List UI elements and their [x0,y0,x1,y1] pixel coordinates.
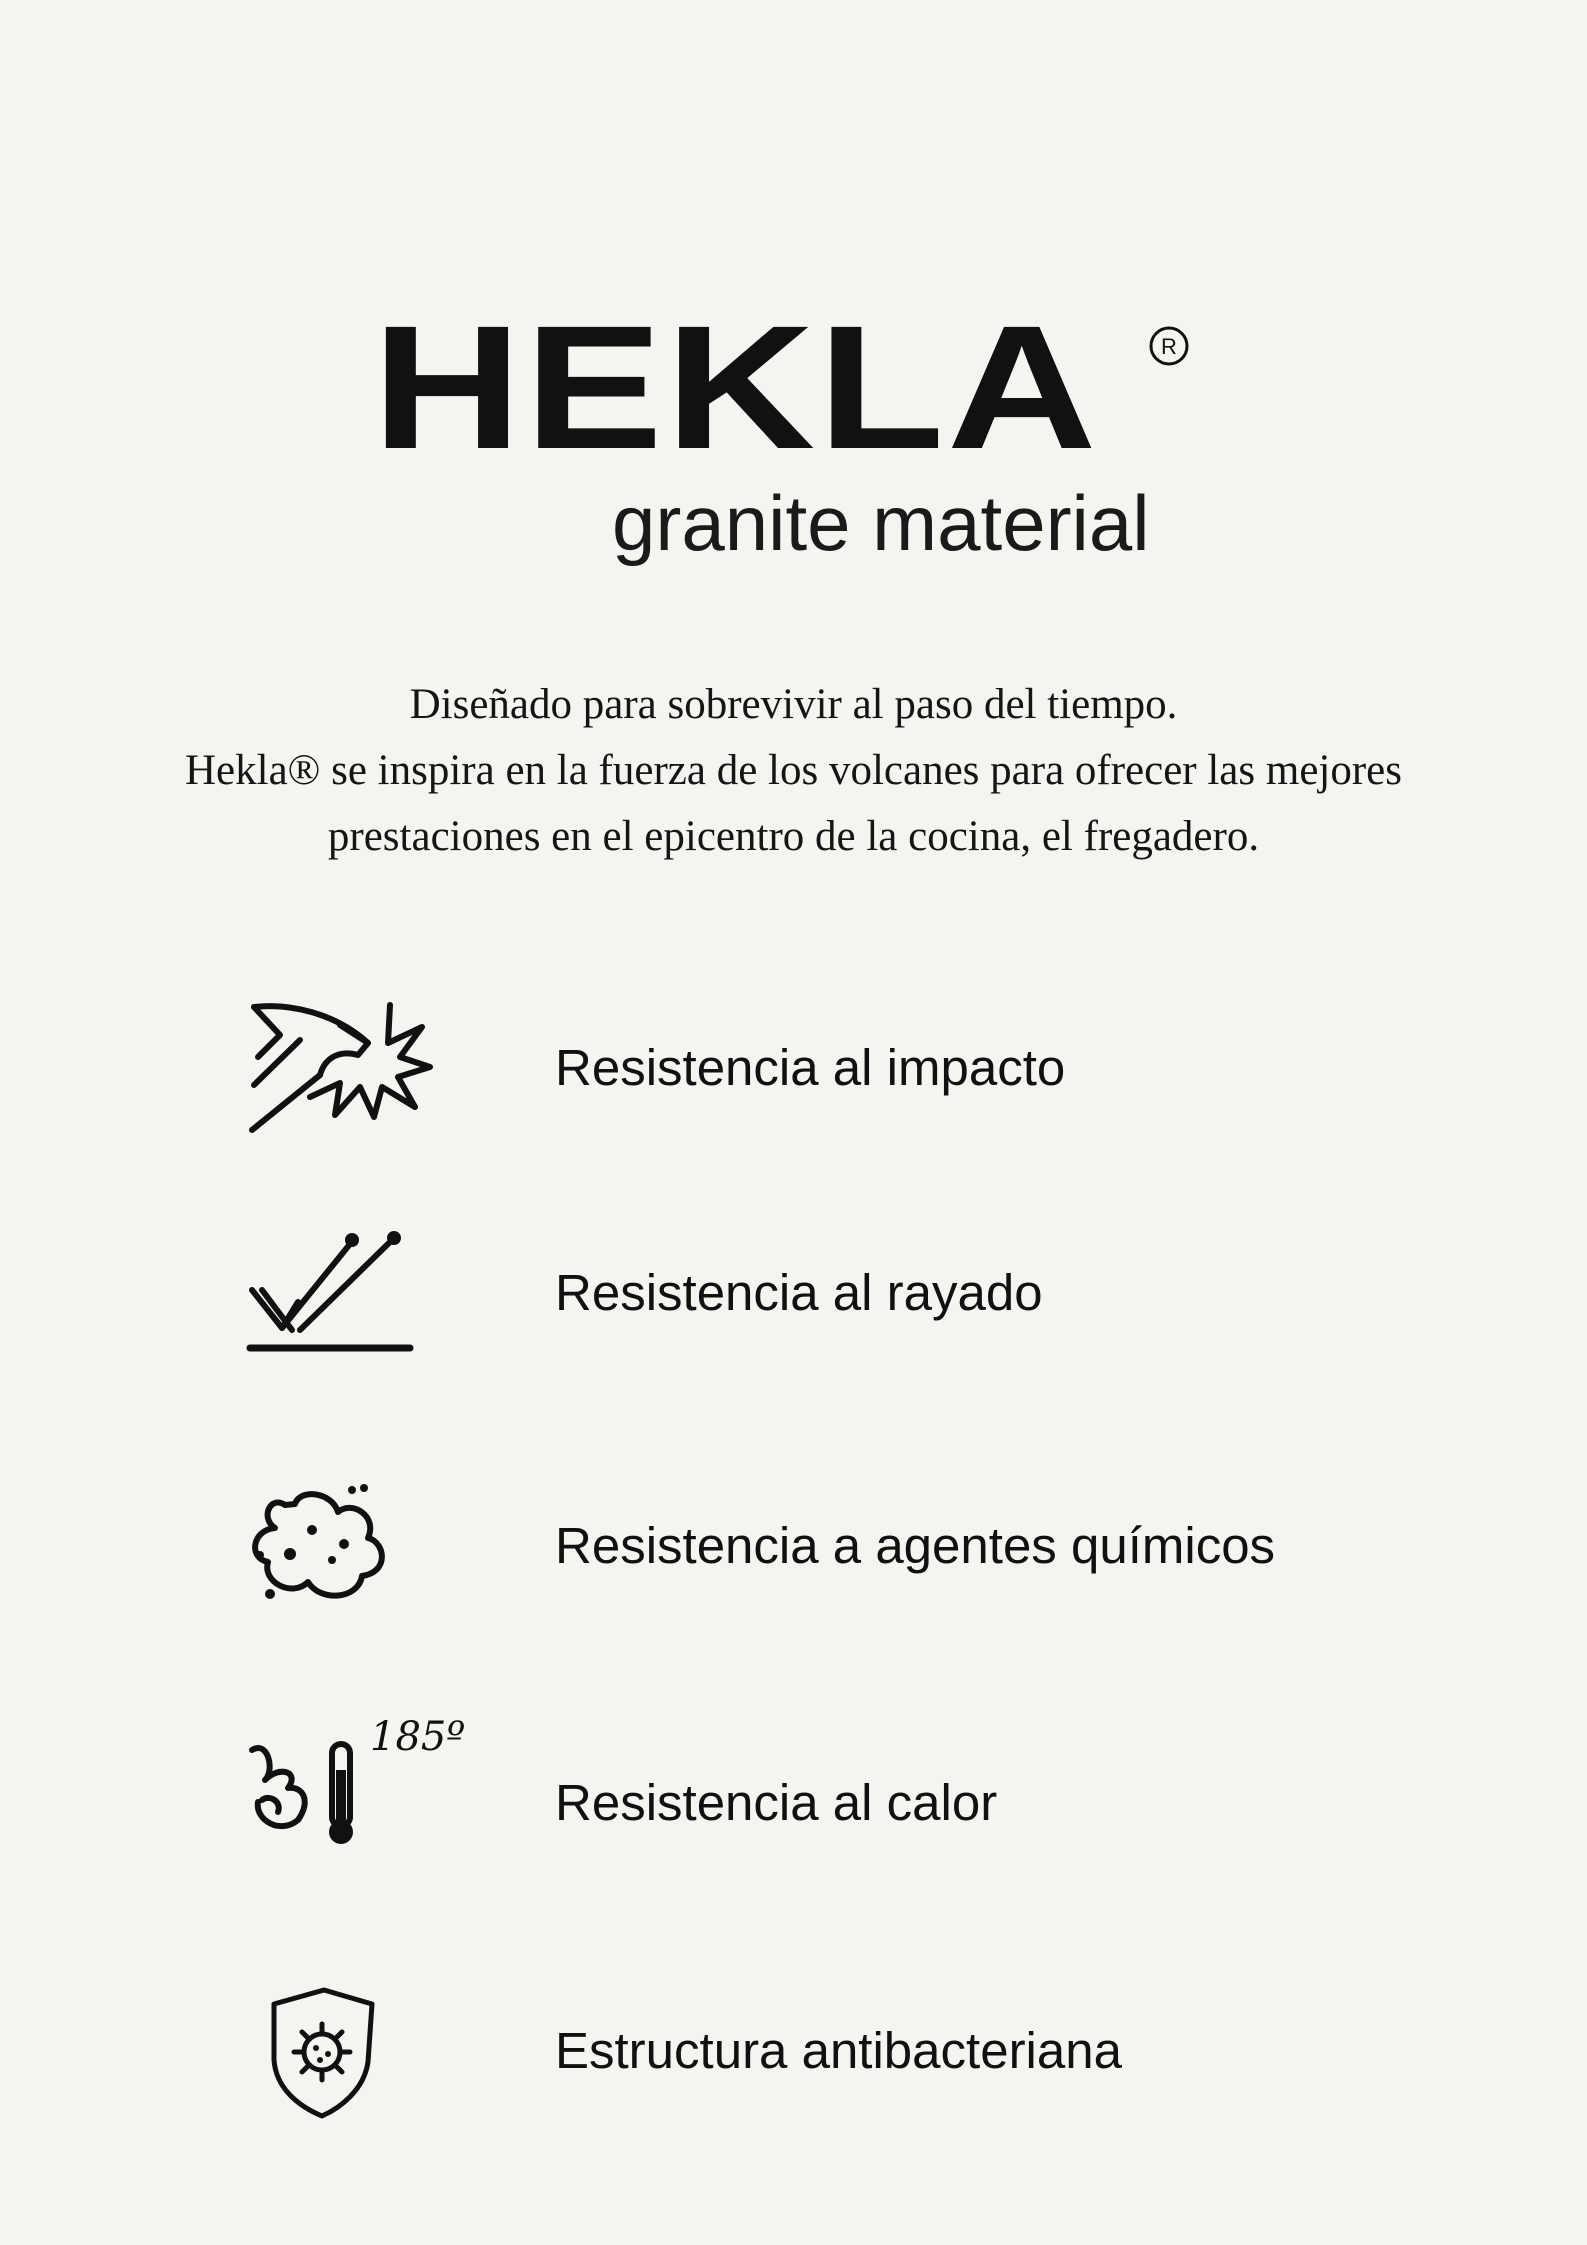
brand-name: HEKLA [372,290,1100,486]
svg-text:R: R [1161,334,1177,359]
brand-tagline: granite material [612,479,1150,567]
feature-label: Resistencia a agentes químicos [555,1517,1276,1574]
chemical-icon [240,1470,500,1620]
intro-line-3: prestaciones en el epicentro de la cocina, el fregadero. [327,813,1260,860]
feature-chemical [0,1470,1587,1630]
antibacterial-shield-icon [240,1980,500,2130]
feature-label: Resistencia al rayado [555,1264,1043,1321]
feature-heat [0,1710,1587,1870]
feature-scratch [0,1220,1587,1380]
brand-logo [0,0,1587,600]
feature-label: Resistencia al calor [555,1774,998,1831]
feature-label: Resistencia al impacto [555,1039,1066,1096]
heat-icon [240,1710,500,1860]
impact-icon [240,995,500,1145]
registered-mark-icon [1148,325,1190,367]
feature-label: Estructura antibacteriana [555,2022,1122,2079]
intro-text [0,672,1587,870]
intro-line-2: Hekla® se inspira en la fuerza de los volcanes para ofrecer las mejores [185,747,1402,794]
feature-impact [0,995,1587,1155]
heat-icon-text: 185º [370,1714,466,1760]
intro-line-1: Diseñado para sobrevivir al paso del tiempo. [409,681,1178,728]
scratch-icon [240,1220,500,1370]
feature-antibacterial [0,1980,1587,2140]
